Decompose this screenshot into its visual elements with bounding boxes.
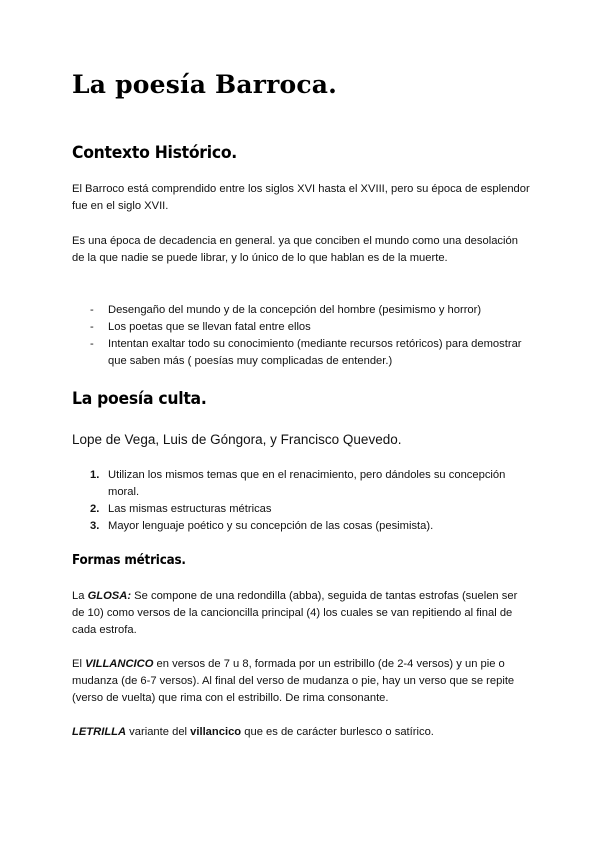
paragraph-decadence: Es una época de decadencia en general. ya que conciben el mundo como una desolación de la que nadie se puede librar, y lo único de lo que hablan es de la muerte. <box>72 235 518 264</box>
letrilla-ref: villancico <box>190 726 242 738</box>
glosa-prefix: La <box>72 590 88 602</box>
villancico-text: en versos de 7 u 8, formada por un estribillo (de 2-4 versos) y un pie o mudanza (de 6-7 versos). Al final del verso de mudanza o pie, hay un verso que se repite (verso de vuelta) que rima con el estribillo. De rima consonante. <box>72 658 515 704</box>
glosa-term: GLOSA: <box>87 590 132 602</box>
page-title: La poesía Barroca. <box>72 70 338 99</box>
section-heading-formas-metricas: Formas métricas. <box>72 553 186 568</box>
list-item-text: Mayor lenguaje poético y su concepción de las cosas (pesimista). <box>108 520 434 532</box>
list-number: 3. <box>90 520 100 532</box>
list-marker: - <box>90 304 94 316</box>
list-item <box>90 467 530 501</box>
villancico-term: VILLANCICO <box>85 658 154 670</box>
list-item-text: Intentan exaltar todo su conocimiento (mediante recursos retóricos) para demostrar que saben más ( poesías muy complicadas de entender.) <box>108 338 522 367</box>
villancico-prefix: El <box>72 658 86 670</box>
list-item <box>90 336 530 370</box>
list-item <box>90 518 530 535</box>
list-marker: - <box>90 321 94 333</box>
list-marker: - <box>90 338 94 350</box>
letrilla-text-b: que es de carácter burlesco o satírico. <box>241 726 434 738</box>
paragraph-letrilla <box>72 724 532 741</box>
characteristics-list <box>90 302 530 370</box>
list-item-text: Los poetas que se llevan fatal entre ellos <box>108 321 311 333</box>
list-item <box>90 302 530 319</box>
paragraph-barroco-period: El Barroco está comprendido entre los siglos XVI hasta el XVIII, pero su época de esplendor fue en el siglo XVII. <box>72 183 530 212</box>
features-numbered-list <box>90 467 530 535</box>
list-item <box>90 501 530 518</box>
section-heading-context: Contexto Histórico. <box>72 143 237 163</box>
list-item <box>90 319 530 336</box>
list-item-text: Las mismas estructuras métricas <box>108 503 272 515</box>
paragraph-glosa <box>72 588 532 639</box>
authors-line: Lope de Vega, Luis de Góngora, y Francisco Quevedo. <box>72 432 402 447</box>
list-item-text: Desengaño del mundo y de la concepción del hombre (pesimismo y horror) <box>108 304 482 316</box>
letrilla-term: LETRILLA <box>72 726 127 738</box>
paragraph-villancico <box>72 656 532 707</box>
list-number: 1. <box>90 469 100 481</box>
list-item-text: Utilizan los mismos temas que en el renacimiento, pero dándoles su concepción moral. <box>108 469 506 498</box>
letrilla-text-a: variante del <box>126 726 191 738</box>
glosa-text: Se compone de una redondilla (abba), seguida de tantas estrofas (suelen ser de 10) como versos de la cancioncilla principal (4) los cuales se van repitiendo al final de cada estrofa. <box>72 590 518 636</box>
list-number: 2. <box>90 503 100 515</box>
section-heading-poesia-culta: La poesía culta. <box>72 389 207 409</box>
